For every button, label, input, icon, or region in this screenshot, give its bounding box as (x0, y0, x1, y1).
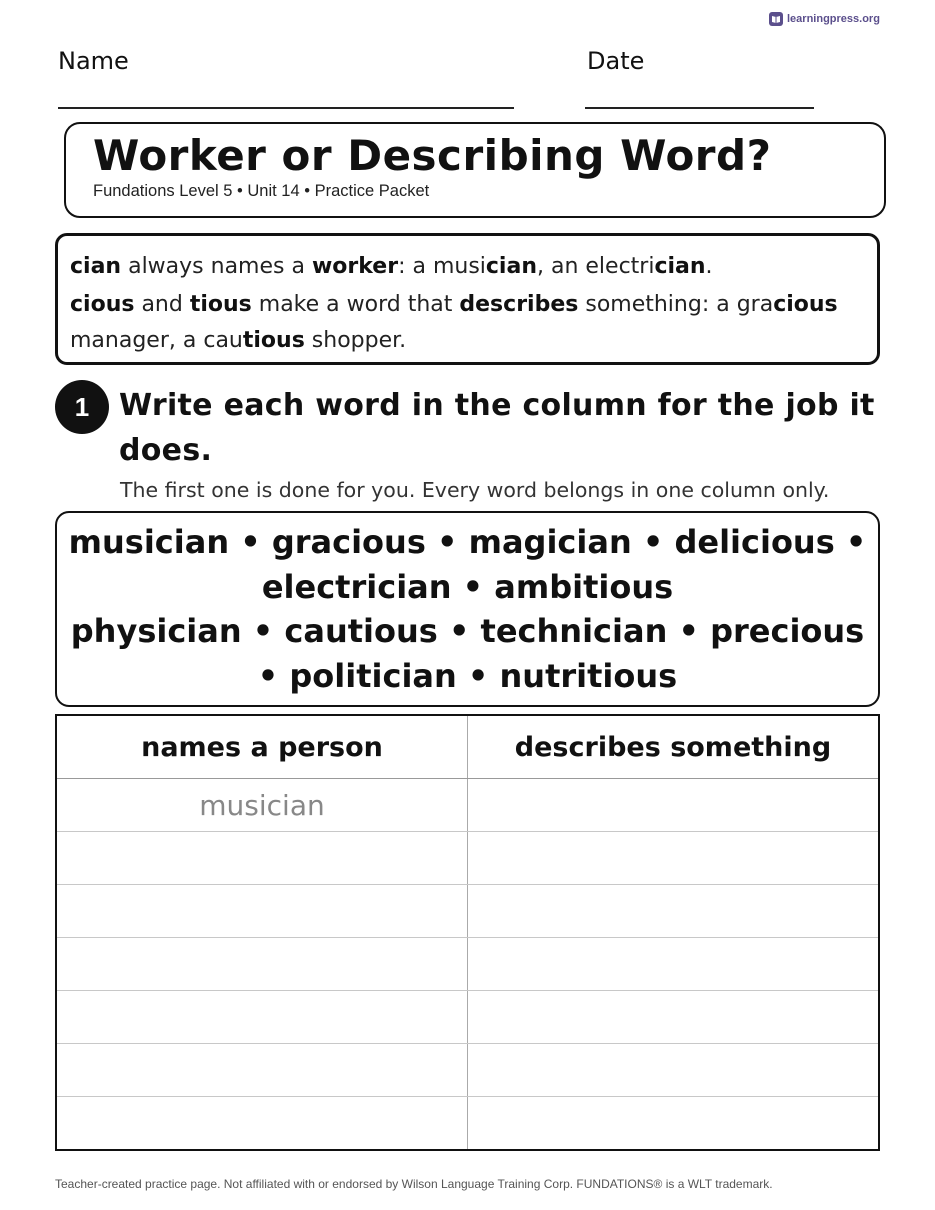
answer-cell-person[interactable] (56, 938, 468, 991)
word-bank-line: musician • gracious • magician • delicious • (68, 523, 867, 561)
answer-cell-person[interactable] (56, 1044, 468, 1097)
answer-cell-person[interactable] (56, 1097, 468, 1151)
word-bank-line: physician • cautious • technician • precious (70, 612, 865, 650)
page-subtitle: Fundations Level 5 • Unit 14 • Practice Packet (93, 182, 430, 200)
rule-keyword: cian (485, 254, 537, 279)
rule-keyword: cious (773, 292, 838, 317)
exercise-instruction: Write each word in the column for the job it does. (119, 388, 875, 468)
rule-keyword: tious (242, 328, 305, 353)
rule-text: shopper. (304, 328, 407, 353)
table-row (56, 885, 879, 938)
rule-text: : a musi (398, 254, 486, 279)
exercise-number: 1 (55, 380, 109, 434)
rule-box (55, 233, 880, 365)
table-row (56, 1044, 879, 1097)
rule-line-cian (70, 248, 865, 285)
word-bank-line: • politician • nutritious (257, 656, 678, 695)
table-header-row (56, 715, 879, 779)
rule-text: always names a (121, 254, 312, 279)
exercise-note: The first one is done for you. Every word belongs in one column only. (120, 478, 830, 502)
answer-cell-describes[interactable] (468, 832, 880, 885)
rule-keyword: worker (311, 254, 399, 279)
answer-cell-describes[interactable] (468, 991, 880, 1044)
table-row (56, 779, 879, 832)
rule-text: something: a gra (578, 292, 774, 317)
answer-cell-describes[interactable] (468, 1097, 880, 1151)
column-header-names-a-person: names a person (56, 715, 468, 779)
answer-cell-describes[interactable] (468, 938, 880, 991)
rule-line-cious-tious (70, 287, 865, 359)
rule-keyword: cian (654, 254, 706, 279)
page-title: Worker or Describing Word? (93, 131, 772, 180)
rule-text: , an electri (536, 254, 655, 279)
rule-text: manager, a cau (70, 328, 243, 353)
sorting-table (55, 714, 880, 1151)
answer-cell-person[interactable] (56, 832, 468, 885)
answer-cell-person[interactable] (56, 885, 468, 938)
word-bank-line: electrician • ambitious (261, 567, 674, 606)
rule-keyword: tious (189, 292, 252, 317)
word-bank (55, 511, 880, 707)
name-line[interactable] (58, 107, 514, 109)
rule-text: . (705, 254, 713, 279)
answer-cell-describes[interactable] (468, 885, 880, 938)
brand-text: learningpress.org (787, 13, 880, 25)
footer-disclaimer: Teacher-created practice page. Not affiliated with or endorsed by Wilson Language Training Corp. FUNDATIONS® is a WLT trademark. (55, 1177, 773, 1191)
rule-text: make a word that (251, 292, 460, 317)
table-row (56, 1097, 879, 1151)
table-row (56, 832, 879, 885)
rule-keyword: describes (459, 292, 579, 317)
name-label: Name (58, 47, 129, 75)
date-line[interactable] (585, 107, 814, 109)
answer-cell-describes[interactable] (468, 1044, 880, 1097)
table-row (56, 938, 879, 991)
answer-cell-person[interactable]: musician (56, 779, 468, 832)
answer-cell-person[interactable] (56, 991, 468, 1044)
brand-logo[interactable] (769, 12, 880, 26)
date-label: Date (587, 47, 645, 75)
title-box (64, 122, 886, 218)
table-row (56, 991, 879, 1044)
book-icon (769, 12, 783, 26)
answer-cell-describes[interactable] (468, 779, 880, 832)
column-header-describes-something: describes something (468, 715, 880, 779)
rule-text: and (134, 292, 190, 317)
rule-keyword: cious (70, 292, 135, 317)
rule-keyword: cian (70, 254, 122, 279)
